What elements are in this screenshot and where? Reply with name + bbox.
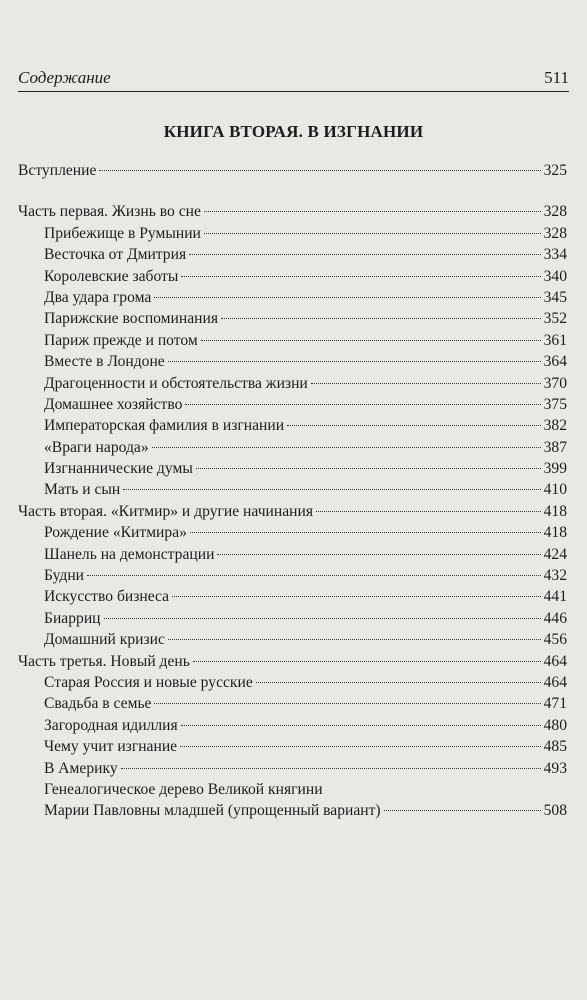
toc-chapter-page: 418 (543, 524, 567, 542)
toc-chapter-label: Домашнее хозяйство (44, 395, 183, 413)
toc-chapter-entry (18, 565, 567, 586)
toc-chapter-page: 399 (543, 460, 567, 478)
toc-appendix-label-1: Генеалогическое дерево Великой княгини (44, 780, 323, 798)
toc-chapter-entry (18, 373, 567, 394)
toc-chapter-page: 387 (543, 438, 567, 456)
toc-chapter-page: 382 (543, 417, 567, 435)
toc-chapter-entry (18, 223, 567, 244)
toc-appendix-label-2: Марии Павловны младшей (упрощенный вариант) (44, 802, 381, 820)
running-header (18, 64, 569, 94)
leader-dots (123, 489, 540, 490)
toc-chapter-label: Весточка от Дмитрия (44, 246, 187, 264)
toc-chapter-entry (18, 544, 567, 565)
toc-chapter-entry (18, 458, 567, 479)
toc-chapter-entry (18, 394, 567, 415)
leader-dots (154, 703, 540, 704)
toc-chapter-entry (18, 758, 567, 779)
toc-chapter-entry (18, 586, 567, 607)
toc-entry-label: Вступление (18, 162, 97, 179)
leader-dots (196, 468, 541, 469)
leader-dots (189, 254, 540, 255)
toc-chapter-page: 345 (543, 288, 567, 306)
leader-dots (384, 810, 541, 811)
toc-appendix-line1 (18, 779, 567, 800)
toc-chapter-label: Императорская фамилия в изгнании (44, 417, 285, 435)
table-of-contents (18, 160, 567, 822)
toc-chapter-label: Два удара грома (44, 288, 152, 306)
leader-dots (193, 661, 541, 662)
toc-chapter-page: 471 (543, 695, 567, 713)
toc-chapter-page: 375 (543, 395, 567, 413)
toc-chapter-label: Мать и сын (44, 481, 121, 499)
leader-dots (172, 596, 541, 597)
toc-part-page: 464 (543, 652, 567, 670)
header-title: Содержание (18, 68, 111, 87)
toc-chapter-entry (18, 351, 567, 372)
toc-chapter-label: Париж прежде и потом (44, 331, 198, 349)
leader-dots (221, 318, 541, 319)
toc-chapter-page: 410 (543, 481, 567, 499)
leader-dots (217, 554, 540, 555)
toc-chapter-entry (18, 244, 567, 265)
toc-chapter-label: Чему учит изгнание (44, 738, 178, 756)
leader-dots (168, 361, 541, 362)
toc-chapter-entry (18, 330, 567, 351)
toc-chapter-label: В Америку (44, 759, 118, 777)
toc-chapter-entry (18, 287, 567, 308)
toc-chapter-label: Будни (44, 567, 85, 585)
leader-dots (121, 768, 541, 769)
book-title: КНИГА ВТОРАЯ. В ИЗГНАНИИ (163, 122, 424, 141)
toc-chapter-page: 493 (543, 759, 567, 777)
toc-chapter-entry (18, 715, 567, 736)
toc-chapter-label: Прибежище в Румынии (44, 224, 201, 242)
leader-dots (311, 383, 541, 384)
toc-part-2 (18, 501, 567, 522)
leader-dots (204, 233, 541, 234)
leader-dots (168, 639, 541, 640)
leader-dots (185, 404, 540, 405)
toc-chapter-entry (18, 629, 567, 650)
toc-chapter-entry (18, 308, 567, 329)
toc-chapter-page: 424 (543, 545, 567, 563)
toc-chapter-label: Биарриц (44, 609, 101, 627)
header-page-number: 511 (544, 68, 569, 87)
toc-entry-page: 325 (543, 162, 567, 179)
toc-chapter-entry (18, 437, 567, 458)
toc-chapter-label: Свадьба в семье (44, 695, 152, 713)
leader-dots (204, 211, 541, 212)
toc-part-2-chapters (18, 522, 567, 650)
toc-chapter-page: 456 (543, 631, 567, 649)
toc-chapter-label: Искусство бизнеса (44, 588, 170, 606)
leader-dots (180, 746, 541, 747)
toc-chapter-label: Королевские заботы (44, 267, 179, 285)
toc-part-label: Часть первая. Жизнь во сне (18, 203, 201, 221)
toc-part-page: 418 (543, 502, 567, 520)
toc-chapter-entry (18, 415, 567, 436)
toc-chapter-entry (18, 736, 567, 757)
leader-dots (104, 618, 541, 619)
toc-part-label: Часть вторая. «Китмир» и другие начинания (18, 502, 314, 520)
toc-chapter-page: 480 (543, 716, 567, 734)
toc-part-label: Часть третья. Новый день (18, 652, 190, 670)
toc-chapter-page: 340 (543, 267, 567, 285)
toc-chapter-page: 364 (543, 353, 567, 371)
toc-chapter-label: «Враги народа» (44, 438, 149, 456)
toc-chapter-entry (18, 522, 567, 543)
leader-dots (181, 276, 540, 277)
toc-part-3 (18, 651, 567, 672)
leader-dots (316, 511, 541, 512)
toc-chapter-page: 446 (543, 609, 567, 627)
toc-chapter-label: Изгнаннические думы (44, 460, 193, 478)
leader-dots (154, 297, 540, 298)
toc-part-1 (18, 201, 567, 222)
leader-dots (190, 532, 541, 533)
toc-chapter-entry (18, 266, 567, 287)
toc-part-1-chapters (18, 223, 567, 501)
toc-entry-intro (18, 160, 567, 181)
toc-chapter-entry (18, 693, 567, 714)
toc-part-page: 328 (543, 203, 567, 221)
toc-chapter-page: 441 (543, 588, 567, 606)
toc-chapter-label: Парижские воспоминания (44, 310, 219, 328)
toc-chapter-page: 334 (543, 246, 567, 264)
toc-chapter-page: 361 (543, 331, 567, 349)
toc-part-3-chapters (18, 672, 567, 779)
toc-chapter-label: Шанель на демонстрации (44, 545, 215, 563)
toc-chapter-page: 485 (543, 738, 567, 756)
leader-dots (87, 575, 541, 576)
toc-chapter-label: Загородная идиллия (44, 716, 178, 734)
toc-chapter-page: 370 (543, 374, 567, 392)
leader-dots (152, 447, 541, 448)
leader-dots (99, 170, 540, 171)
leader-dots (287, 425, 541, 426)
toc-chapter-label: Драгоценности и обстоятельства жизни (44, 374, 308, 392)
toc-chapter-page: 432 (543, 567, 567, 585)
toc-chapter-label: Старая Россия и новые русские (44, 673, 253, 691)
toc-chapter-entry (18, 672, 567, 693)
leader-dots (201, 340, 541, 341)
toc-chapter-entry (18, 608, 567, 629)
toc-chapter-page: 328 (543, 224, 567, 242)
leader-dots (181, 725, 541, 726)
toc-chapter-page: 464 (543, 673, 567, 691)
toc-chapter-label: Рождение «Китмира» (44, 524, 187, 542)
toc-appendix-page: 508 (543, 802, 567, 820)
toc-chapter-label: Вместе в Лондоне (44, 353, 165, 371)
toc-chapter-entry (18, 479, 567, 500)
toc-chapter-page: 352 (543, 310, 567, 328)
leader-dots (256, 682, 541, 683)
toc-chapter-label: Домашний кризис (44, 631, 165, 649)
header-rule (18, 91, 569, 92)
toc-appendix-line2 (18, 800, 567, 821)
